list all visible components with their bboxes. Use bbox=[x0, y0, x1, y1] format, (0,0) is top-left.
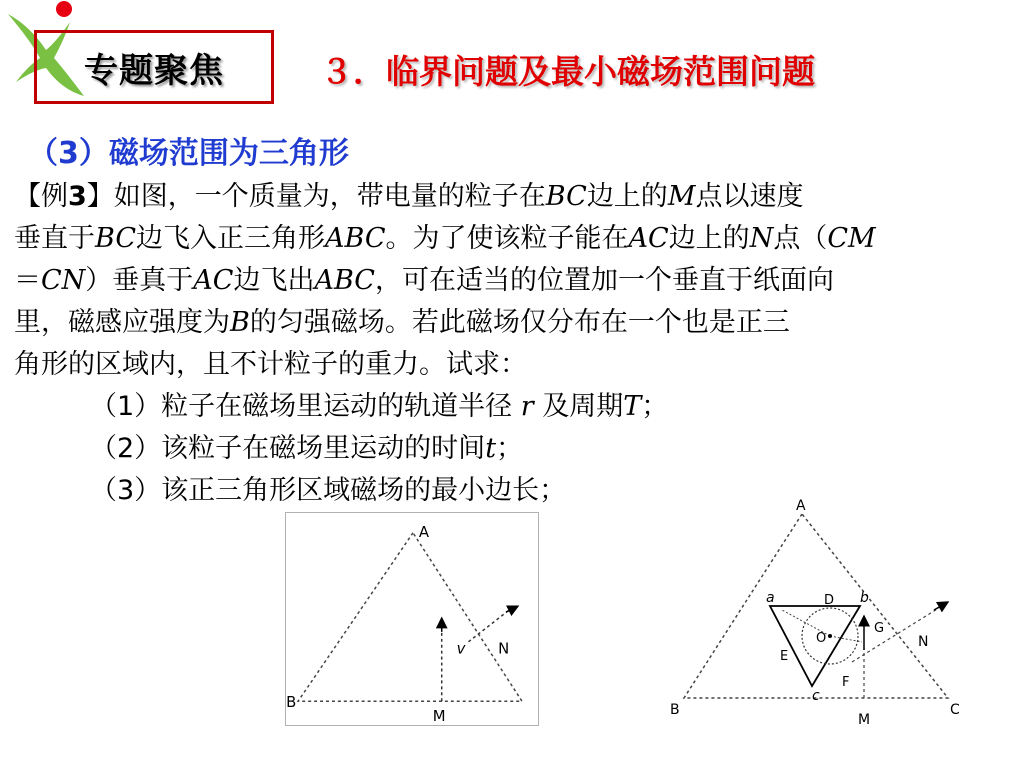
label-C: C bbox=[950, 702, 960, 718]
math-var: BC bbox=[545, 181, 587, 212]
label-A: A bbox=[418, 522, 430, 541]
label-A: A bbox=[796, 498, 806, 514]
example-number: 3 bbox=[68, 181, 87, 212]
text-run: 垂直于 bbox=[14, 223, 95, 254]
label-N: N bbox=[498, 639, 510, 658]
text-run: （2）该粒子在磁场里运动的时间 bbox=[90, 433, 486, 464]
triangle-abc-small bbox=[770, 606, 860, 686]
text-run: 点以速度 bbox=[695, 181, 804, 212]
problem-line-2 bbox=[14, 218, 1014, 260]
text-run: ，可在适当的位置加一个垂直于纸面向 bbox=[374, 265, 834, 296]
math-var: t bbox=[485, 433, 497, 464]
label-G: G bbox=[874, 621, 885, 636]
text-run: ； bbox=[641, 391, 669, 422]
label-B: B bbox=[286, 693, 297, 712]
problem-text bbox=[14, 176, 1014, 512]
label-b: b bbox=[860, 590, 869, 606]
math-var: r bbox=[520, 391, 534, 422]
math-var: ABC bbox=[325, 223, 386, 254]
problem-line-1 bbox=[14, 176, 1014, 218]
text-run: ）垂真于 bbox=[85, 265, 194, 296]
label-c: c bbox=[812, 688, 820, 704]
label-D: D bbox=[824, 593, 835, 608]
question-2 bbox=[14, 428, 1014, 470]
math-var: ABC bbox=[314, 265, 375, 296]
exit-line bbox=[468, 610, 509, 642]
figure-2-diagram bbox=[662, 494, 982, 726]
label-O: O bbox=[816, 631, 827, 646]
exit-arrow bbox=[934, 602, 948, 610]
section-subtitle: （3）磁场范围为三角形 bbox=[28, 136, 349, 171]
triangle-abc bbox=[298, 533, 522, 701]
text-run: ； bbox=[496, 433, 524, 464]
text-run: 的匀强磁场。若此磁场仅分布在一个也是正三 bbox=[249, 307, 790, 338]
math-var: AC bbox=[193, 265, 234, 296]
label-B: B bbox=[670, 702, 680, 718]
text-run: 边上的 bbox=[668, 223, 750, 254]
topic-badge bbox=[34, 30, 274, 104]
text-run: （1）粒子在磁场里运动的轨道半径 bbox=[90, 391, 521, 422]
text-run: 边飞入正三角形 bbox=[136, 223, 326, 254]
center-point bbox=[828, 634, 832, 638]
figure-1-diagram bbox=[285, 512, 539, 726]
label-F: F bbox=[842, 675, 850, 690]
label-v: v bbox=[456, 639, 466, 658]
exit-arrow bbox=[506, 606, 518, 612]
text-run: 及周期 bbox=[533, 391, 624, 422]
label-E: E bbox=[780, 649, 789, 664]
math-var: CM bbox=[827, 223, 876, 254]
badge-label: 专题聚焦 bbox=[84, 50, 224, 91]
question-1 bbox=[14, 386, 1014, 428]
label-N: N bbox=[918, 634, 929, 650]
math-var: T bbox=[623, 391, 642, 422]
text-run: 里，磁感应强度为 bbox=[14, 307, 230, 338]
text-run: （3）该正三角形区域磁场的最小边长； bbox=[90, 475, 567, 506]
math-var: B bbox=[230, 307, 250, 338]
page-title: ３．临界问题及最小磁场范围问题 bbox=[320, 52, 815, 91]
text-run: 点（ bbox=[773, 223, 828, 254]
problem-line-5 bbox=[14, 344, 1014, 386]
text-run: 【例 bbox=[14, 181, 68, 212]
problem-line-3 bbox=[14, 260, 1014, 302]
math-var: CN bbox=[41, 265, 86, 296]
math-var: N bbox=[749, 223, 774, 254]
label-M: M bbox=[432, 707, 446, 726]
math-var: BC bbox=[95, 223, 137, 254]
text-run: 角形的区域内，且不计粒子的重力。试求： bbox=[14, 349, 527, 380]
text-run: ＝ bbox=[14, 265, 41, 296]
math-var: M bbox=[667, 181, 696, 212]
text-run: 。为了使该粒子能在 bbox=[385, 223, 629, 254]
text-run: 边上的 bbox=[586, 181, 668, 212]
text-run: 】如图，一个质量为，带电量的粒子在 bbox=[86, 181, 546, 212]
math-var: AC bbox=[628, 223, 669, 254]
label-a: a bbox=[766, 590, 775, 606]
label-M: M bbox=[858, 712, 871, 726]
problem-line-4 bbox=[14, 302, 1014, 344]
text-run: 边飞出 bbox=[233, 265, 315, 296]
